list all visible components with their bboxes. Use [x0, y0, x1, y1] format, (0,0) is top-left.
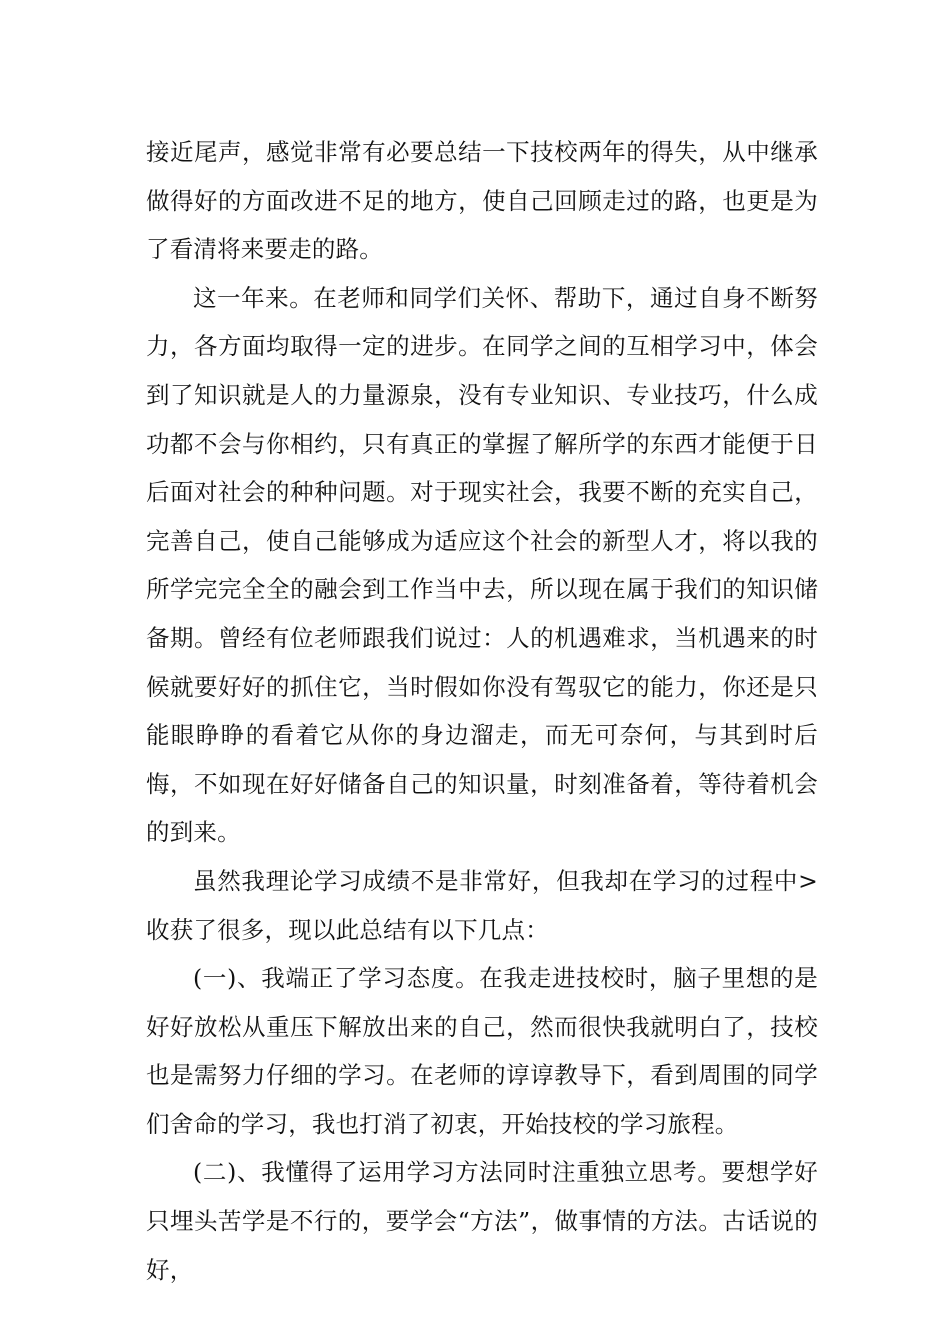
paragraph-point-two: (二)、我懂得了运用学习方法同时注重独立思考。要想学好只埋头苦学是不行的，要学会“方法”，做事情的方法。古话说的好，: [146, 1158, 818, 1284]
paragraph-year-review: 这一年来。在老师和同学们关怀、帮助下，通过自身不断努力，各方面均取得一定的进步。在同学之间的互相学习中，体会到了知识就是人的力量源泉，没有专业知识、专业技巧，什么成功都不会与你相约，只有真正的掌握了解所学的东西才能便于日后面对社会的种种问题。对于现实社会，我要不断的充实自己，完善自己，使自己能够成为适应这个社会的新型人才，将以我的所学完完全全的融会到工作当中去，所以现在属于我们的知识储备期。曾经有位老师跟我们说过：人的机遇难求，当机遇来的时候就要好好的抓住它，当时假如你没有驾驭它的能力，你还是只能眼睁睁的看着它从你的身边溜走，而无可奈何，与其到时后悔，不如现在好好储备自己的知识量，时刻准备着，等待着机会的到来。: [146, 283, 818, 847]
paragraph-point-one: (一)、我端正了学习态度。在我走进技校时，脑子里想的是好好放松从重压下解放出来的自己，然而很快我就明白了，技校也是需努力仔细的学习。在老师的谆谆教导下，看到周围的同学们舍命的学习，我也打消了初衷，开始技校的学习旅程。: [146, 964, 818, 1138]
paragraph-summary-intro: 虽然我理论学习成绩不是非常好，但我却在学习的过程中>收获了很多，现以此总结有以下几点：: [146, 866, 818, 944]
paragraph-continuation: 接近尾声，感觉非常有必要总结一下技校两年的得失，从中继承做得好的方面改进不足的地方，使自己回顾走过的路，也更是为了看清将来要走的路。: [146, 138, 818, 264]
document-body: [146, 128, 818, 1294]
